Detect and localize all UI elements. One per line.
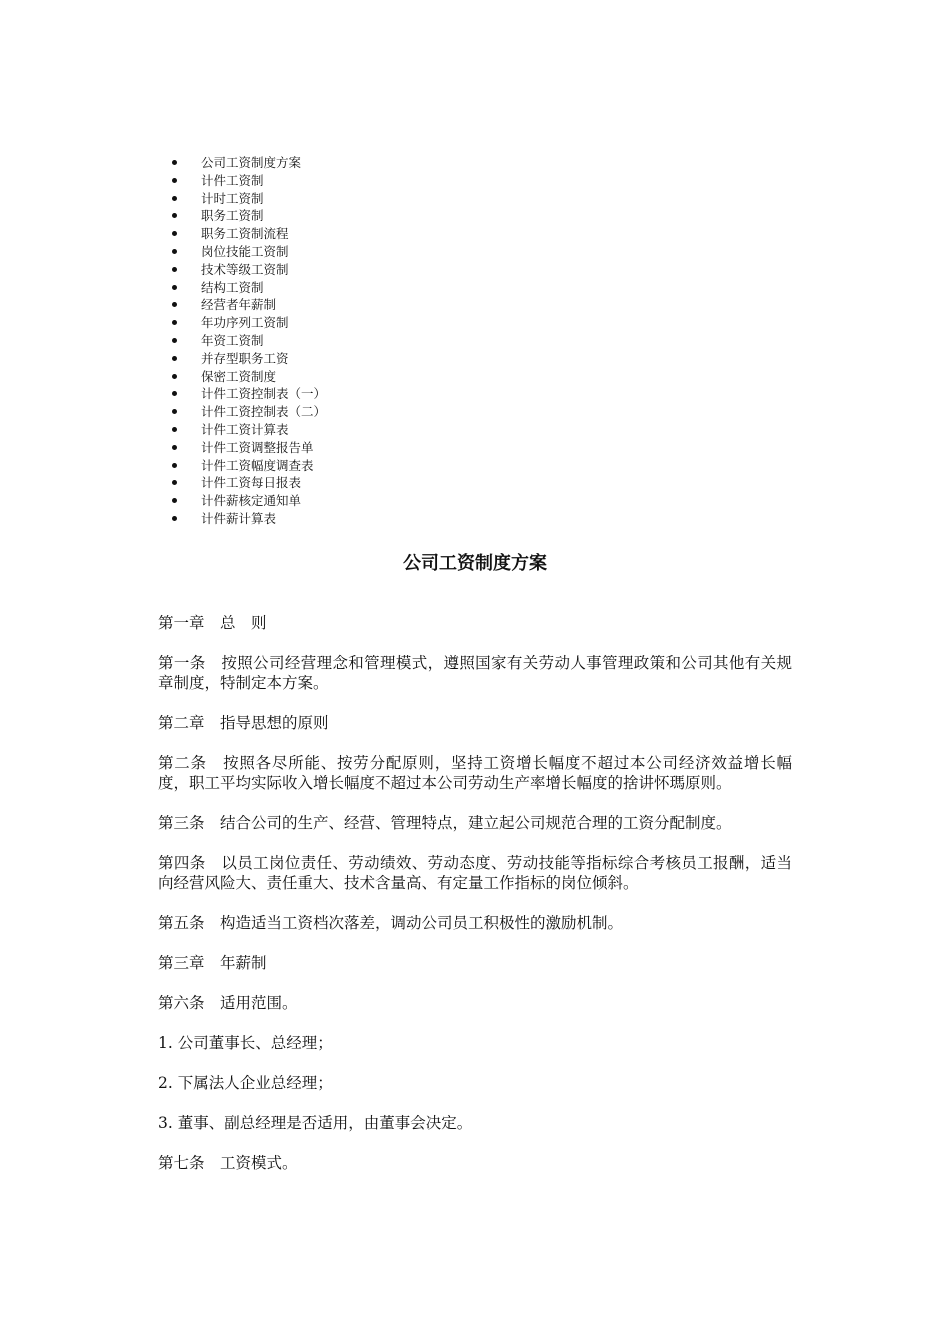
bullet-icon [172,463,177,468]
toc-item[interactable] [172,385,326,403]
bullet-icon [172,178,177,183]
toc-item-label: 年资工资制 [201,332,264,348]
toc-item-label: 年功序列工资制 [201,315,289,331]
document-title: 公司工资制度方案 [403,553,547,574]
bullet-icon [172,320,177,325]
list-item: 3. 董事、副总经理是否适用，由董事会决定。 [158,1114,473,1132]
toc-item[interactable] [172,332,326,350]
toc-item[interactable] [172,296,326,314]
toc-item-label: 计件工资调整报告单 [201,439,314,455]
toc-item[interactable] [172,439,326,457]
article-paragraph: 第五条 构造适当工资档次落差，调动公司员工积极性的激励机制。 [158,914,624,932]
chapter-heading: 第三章 年薪制 [158,954,267,972]
bullet-icon [172,338,177,343]
table-of-contents [172,154,326,528]
toc-item-label: 职务工资制流程 [201,226,289,242]
toc-item[interactable] [172,368,326,386]
toc-item-label: 保密工资制度 [201,368,277,384]
toc-item[interactable] [172,190,326,208]
toc-item[interactable] [172,314,326,332]
toc-item-label: 计件工资每日报表 [201,475,302,491]
toc-item[interactable] [172,243,326,261]
toc-item[interactable] [172,492,326,510]
document-body [158,613,792,1193]
toc-item-label: 计件薪计算表 [201,510,277,526]
list-item: 1. 公司董事长、总经理； [158,1034,333,1052]
bullet-icon [172,285,177,290]
chapter-heading: 第一章 总 则 [158,614,267,632]
toc-item-label: 计件工资控制表（一） [201,386,327,402]
toc-item-label: 公司工资制度方案 [201,155,302,170]
bullet-icon [172,480,177,485]
toc-item-label: 计时工资制 [201,190,264,206]
toc-item-label: 经营者年薪制 [201,297,277,313]
article-paragraph: 第三条 结合公司的生产、经营、管理特点，建立起公司规范合理的工资分配制度。 [158,814,732,832]
toc-item-label: 岗位技能工资制 [201,243,289,259]
toc-item-label: 计件薪核定通知单 [201,493,302,509]
bullet-icon [172,445,177,450]
toc-item[interactable] [172,207,326,225]
toc-item-label: 计件工资控制表（二） [201,404,327,420]
toc-item-label: 技术等级工资制 [201,261,289,277]
toc-item[interactable] [172,261,326,279]
toc-item[interactable] [172,225,326,243]
toc-item-label: 计件工资幅度调查表 [201,457,314,473]
list-item: 2. 下属法人企业总经理； [158,1074,333,1092]
chapter-heading: 第二章 指导思想的原则 [158,714,329,732]
toc-item[interactable] [172,421,326,439]
toc-item[interactable] [172,403,326,421]
article-paragraph: 第七条 工资模式。 [158,1154,298,1172]
article-paragraph: 第四条 以员工岗位责任、劳动绩效、劳动态度、劳动技能等指标综合考核员工报酬，适当向经营风险大、责任重大、技术含量高、有定量工作指标的岗位倾斜。 [158,854,792,892]
bullet-icon [172,498,177,503]
bullet-icon [172,409,177,414]
bullet-icon [172,374,177,379]
bullet-icon [172,160,177,165]
bullet-icon [172,196,177,201]
toc-item[interactable] [172,172,326,190]
bullet-icon [172,356,177,361]
article-paragraph: 第一条 按照公司经营理念和管理模式，遵照国家有关劳动人事管理政策和公司其他有关规章制度，特制定本方案。 [158,654,792,692]
bullet-icon [172,213,177,218]
bullet-icon [172,391,177,396]
toc-item[interactable] [172,350,326,368]
toc-item-label: 结构工资制 [201,279,264,295]
bullet-icon [172,249,177,254]
toc-item[interactable] [172,474,326,492]
article-paragraph: 第二条 按照各尽所能、按劳分配原则，坚持工资增长幅度不超过本公司经济效益增长幅度，职工平均实际收入增长幅度不超过本公司劳动生产率增长幅度的捨讲怀瑪原则。 [158,754,792,792]
toc-item[interactable] [172,510,326,528]
toc-item-label: 计件工资计算表 [201,421,289,437]
bullet-icon [172,427,177,432]
bullet-icon [172,516,177,521]
bullet-icon [172,267,177,272]
toc-item[interactable] [172,279,326,297]
bullet-icon [172,231,177,236]
bullet-icon [172,302,177,307]
toc-item-label: 职务工资制 [201,208,264,224]
toc-item-label: 计件工资制 [201,172,264,188]
toc-item[interactable] [172,457,326,475]
article-paragraph: 第六条 适用范围。 [158,994,298,1012]
toc-item-label: 并存型职务工资 [201,350,289,366]
toc-item[interactable] [172,154,326,172]
